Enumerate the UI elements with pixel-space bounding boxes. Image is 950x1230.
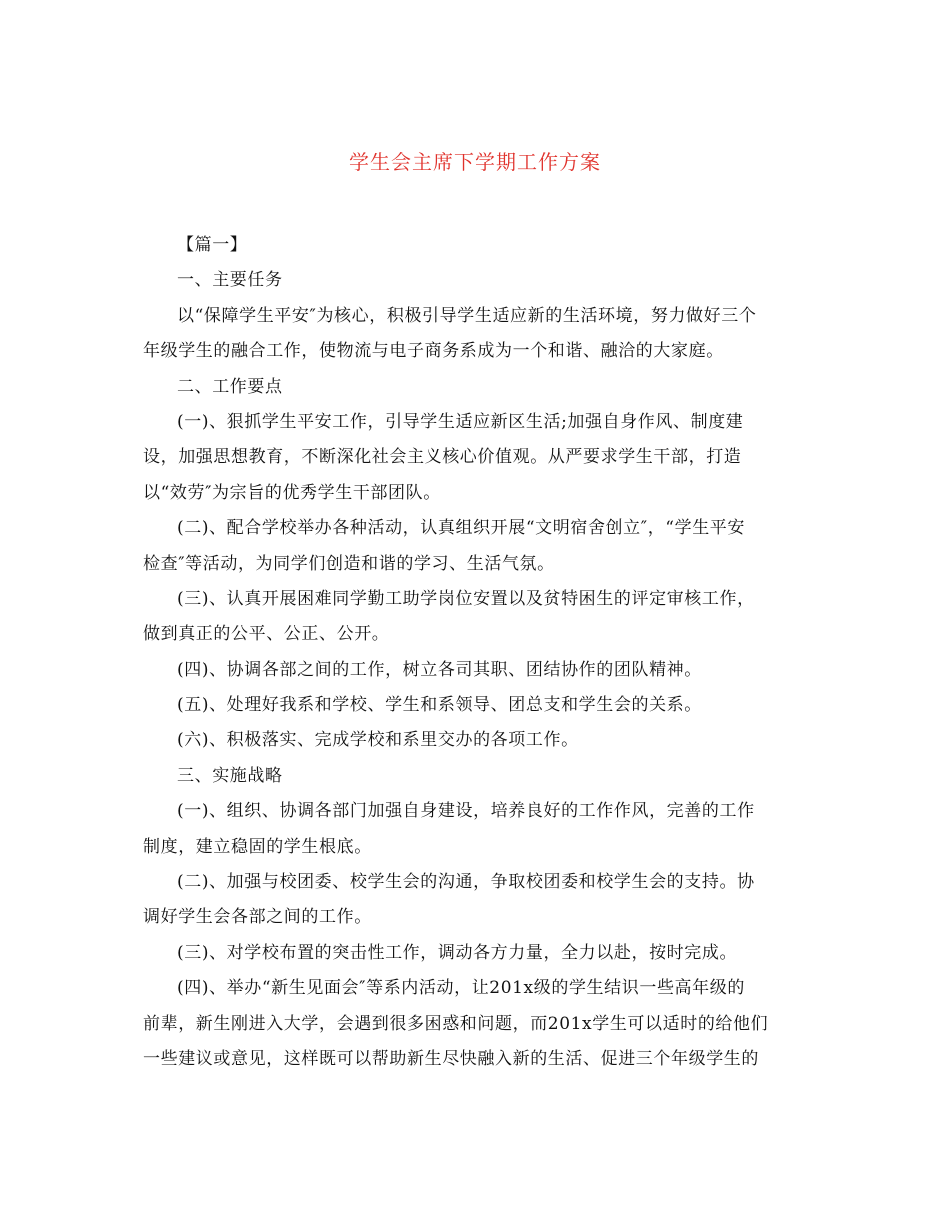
text-line: 设，加强思想教育，不断深化社会主义核心价值观。从严要求学生干部，打造: [143, 447, 742, 468]
text-line: (二)、配合学校举办各种活动，认真组织开展“文明宿舍创立″，“学生平安: [177, 518, 745, 539]
document-body: [143, 228, 808, 1077]
text-line: 以“效劳″为宗旨的优秀学生干部团队。: [143, 482, 441, 503]
text-line: (六)、积极落实、完成学校和系里交办的各项工作。: [177, 730, 579, 751]
text-line: 一些建议或意见，这样既可以帮助新生尽快融入新的生活、促进三个年级学生的: [143, 1048, 759, 1069]
text-line: (一)、狠抓学生平安工作，引导学生适应新区生活;加强自身作风、制度建: [177, 411, 744, 432]
text-line: (三)、认真开展困难同学勤工助学岗位安置以及贫特困生的评定审核工作，: [177, 588, 755, 609]
text-line: 一、主要任务: [177, 270, 283, 291]
text-line: 三、实施战略: [177, 765, 283, 786]
text-line: 前辈，新生刚进入大学，会遇到很多困惑和问题，而201x学生可以适时的给他们: [143, 1013, 769, 1034]
text-line: 二、工作要点: [177, 376, 283, 397]
text-line: (五)、处理好我系和学校、学生和系领导、团总支和学生会的关系。: [177, 695, 702, 716]
text-line: 【篇一】: [177, 235, 248, 255]
text-line: 做到真正的公平、公正、公开。: [143, 624, 390, 645]
text-line: (一)、组织、协调各部门加强自身建设，培养良好的工作作风，完善的工作: [177, 801, 755, 822]
text-line: 年级学生的融合工作，使物流与电子商务系成为一个和谐、融洽的大家庭。: [143, 341, 724, 362]
text-line: (三)、对学校布置的突击性工作，调动各方力量，全力以赴，按时完成。: [177, 942, 738, 963]
text-line: (四)、举办“新生见面会″等系内活动，让201x级的学生结识一些高年级的: [177, 978, 745, 999]
text-line: 以“保障学生平安″为核心，积极引导学生适应新的生活环境，努力做好三个: [177, 305, 757, 326]
text-line: 调好学生会各部之间的工作。: [143, 907, 372, 928]
text-line: 制度，建立稳固的学生根底。: [143, 836, 372, 857]
text-line: (四)、协调各部之间的工作，树立各司其职、团结协作的团队精神。: [177, 659, 702, 680]
text-line: (二)、加强与校团委、校学生会的沟通，争取校团委和校学生会的支持。协: [177, 872, 755, 893]
document-title: 学生会主席下学期工作方案: [349, 150, 601, 174]
text-line: 检查″等活动，为同学们创造和谐的学习、生活气氛。: [143, 553, 555, 574]
